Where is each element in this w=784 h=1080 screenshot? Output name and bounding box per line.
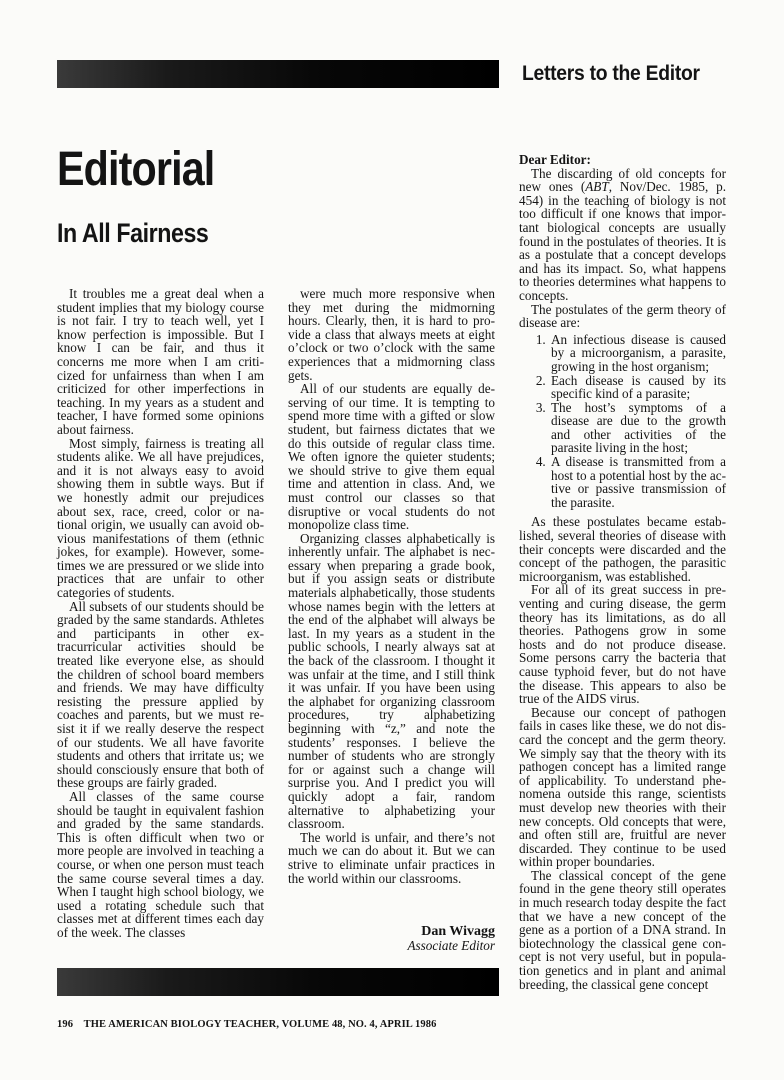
article-title: In All Fairness	[57, 218, 209, 248]
paragraph: were much more responsive when they met during the midmorning hours. Clearly, then, it is hard to provide a class that always meets at eight o’clock or two o’clock with the same experiences that a midmorning class gets.	[288, 286, 495, 383]
page-number: 196	[57, 1019, 74, 1030]
letter-column	[519, 153, 726, 991]
editorial-column-2	[288, 287, 495, 952]
postulates-list	[519, 333, 726, 510]
editorial-heading: Editorial	[57, 143, 215, 196]
paragraph: The postulates of the germ theory of disease are:	[519, 301, 726, 331]
section-title: Letters to the Editor	[522, 62, 700, 85]
paragraph: The world is unfair, and there’s not much we can do about it. But we can strive to eliminate unfair practices in the world within our classrooms.	[288, 829, 495, 886]
editorial-column-1	[57, 287, 264, 940]
paragraph: Because our concept of pathogen fails in cases like these, we do not discard the concept and the germ theory. We simply say that the theory with its pathogen concept has a limited range of applicability. To understand phenomena outside this range, scientists must develop new theories with their new concepts. Old concepts that were, and often still are, fruitful are never discarded. They continue to be used within proper boundaries.	[519, 704, 726, 870]
paragraph: All of our students are equally deserving of our time. It is tempting to spend more time with a gifted or slow student, but fairness dictates that we do this outside of regular class time. We often ignore the quieter students; we should strive to give them equal time and attention in class. And, we must control our classes so that disruptive or vocal students do not monopolize class time.	[288, 381, 495, 533]
signature-name: Dan Wivagg	[421, 924, 495, 940]
paragraph: All subsets of our students should be graded by the same standards. Athletes and participants in other extracurricular activities should be treated like everyone else, as should the children of school board members and friends. We may have difficulty resisting the pressure applied by coaches and parents, but we must resist it if we really deserve the respect of our students. We all have favorite students and others that irritate us; we should consciously ensure that both of these groups are fairly graded.	[57, 598, 264, 791]
page-footer	[57, 1019, 436, 1030]
list-item: 2. Each disease is caused by its specific kind of a parasite;	[549, 374, 726, 401]
footer-rule-bar	[57, 968, 499, 996]
signature-block	[288, 925, 495, 952]
paragraph: Most simply, fairness is treating all students alike. We all have prejudices, and it is not always easy to avoid showing them in subtle ways. But if we honestly admit our prejudices about sex, race, creed, color or national origin, we usually can avoid obvious manifestations of them (ethnic jokes, for example). However, sometimes we are pressured or we slide into practices that are unfair to other categories of students.	[57, 435, 264, 601]
paragraph: The classical concept of the gene found in the gene theory still operates in much research today despite the fact that we have a new concept of the gene as a portion of a DNA strand. In biotechnology the classical gene concept is not very useful, but in population genetics and in plant and animal breeding, the classical gene concept	[519, 867, 726, 992]
paragraph: As these postulates became established, several theories of disease with their concepts were discarded and the concept of the pathogen, the parasitic microorganism, was established.	[519, 514, 726, 584]
paragraph: For all of its great success in preventing and curing disease, the germ theory has its limitations, as do all theories. Pathogens grow in some hosts and do not produce disease. Some persons carry the bacteria that cause typhoid fever, but do not have the disease. This appears to also be true of the AIDS virus.	[519, 582, 726, 707]
list-item: 3. The host’s symptoms of a disease are due to the growth and other activities of the parasite living in the host;	[549, 401, 726, 455]
paragraph	[519, 167, 726, 303]
paragraph: All classes of the same course should be taught in equivalent fashion and graded by the same standards. This is often difficult when two or more people are involved in teaching a course, or when one person must teach the same course several times a day. When I taught high school biology, we used a rotating schedule such that classes met at different times each day of the week. The classes	[57, 788, 264, 940]
list-item: 1. An infectious disease is caused by a microorganism, a parasite, growing in the host organism;	[549, 333, 726, 374]
list-item: 4. A disease is transmitted from a host to a potential host by the active or passive transmission of the parasite.	[549, 455, 726, 509]
intro-text: , Nov/Dec. 1985, p. 454) in the teaching of biology is not too difficult if one knows that important biological concepts are usually found in the postulates of theories. It is as a postulate that a concept develops and has its impact. So, what happens to theories determines what happens to concepts.	[519, 179, 726, 303]
publication-info: THE AMERICAN BIOLOGY TEACHER, VOLUME 48, NO. 4, APRIL 1986	[83, 1019, 437, 1030]
paragraph: It troubles me a great deal when a student implies that my biology course is not fair. I try to teach well, yet I know perfection is impossible. But I know I can be fair, and thus it concerns me more when I am criticized for unfairness than when I am criticized for other imperfections in teaching. In my years as a student and teacher, I have formed some opinions about fairness.	[57, 286, 264, 437]
signature-role: Associate Editor	[407, 937, 495, 953]
header-rule-bar	[57, 60, 499, 88]
intro-text: The discarding of old concepts for new ones (	[519, 165, 726, 195]
paragraph: Organizing classes alphabetically is inherently unfair. The alphabet is necessary when preparing a grade book, but if you assign seats or distribute materials alphabetically, those students whose names begin with the letters at the end of the alphabet will always be last. In my years as a student in the public schools, I nearly always sat at the back of the classroom. I thought it was unfair at the time, and I still think it was unfair. If you have been using the alphabet for organizing classroom procedures, try alphabetizing beginning with “z,” and note the students’ responses. I believe the number of students who are strongly for or against such a change will surprise you. And I predict you will quickly adopt a fair, random alternative to alphabetizing your classroom.	[288, 530, 495, 832]
letter-salutation: Dear Editor:	[519, 152, 591, 167]
citation: ABT	[585, 179, 609, 195]
